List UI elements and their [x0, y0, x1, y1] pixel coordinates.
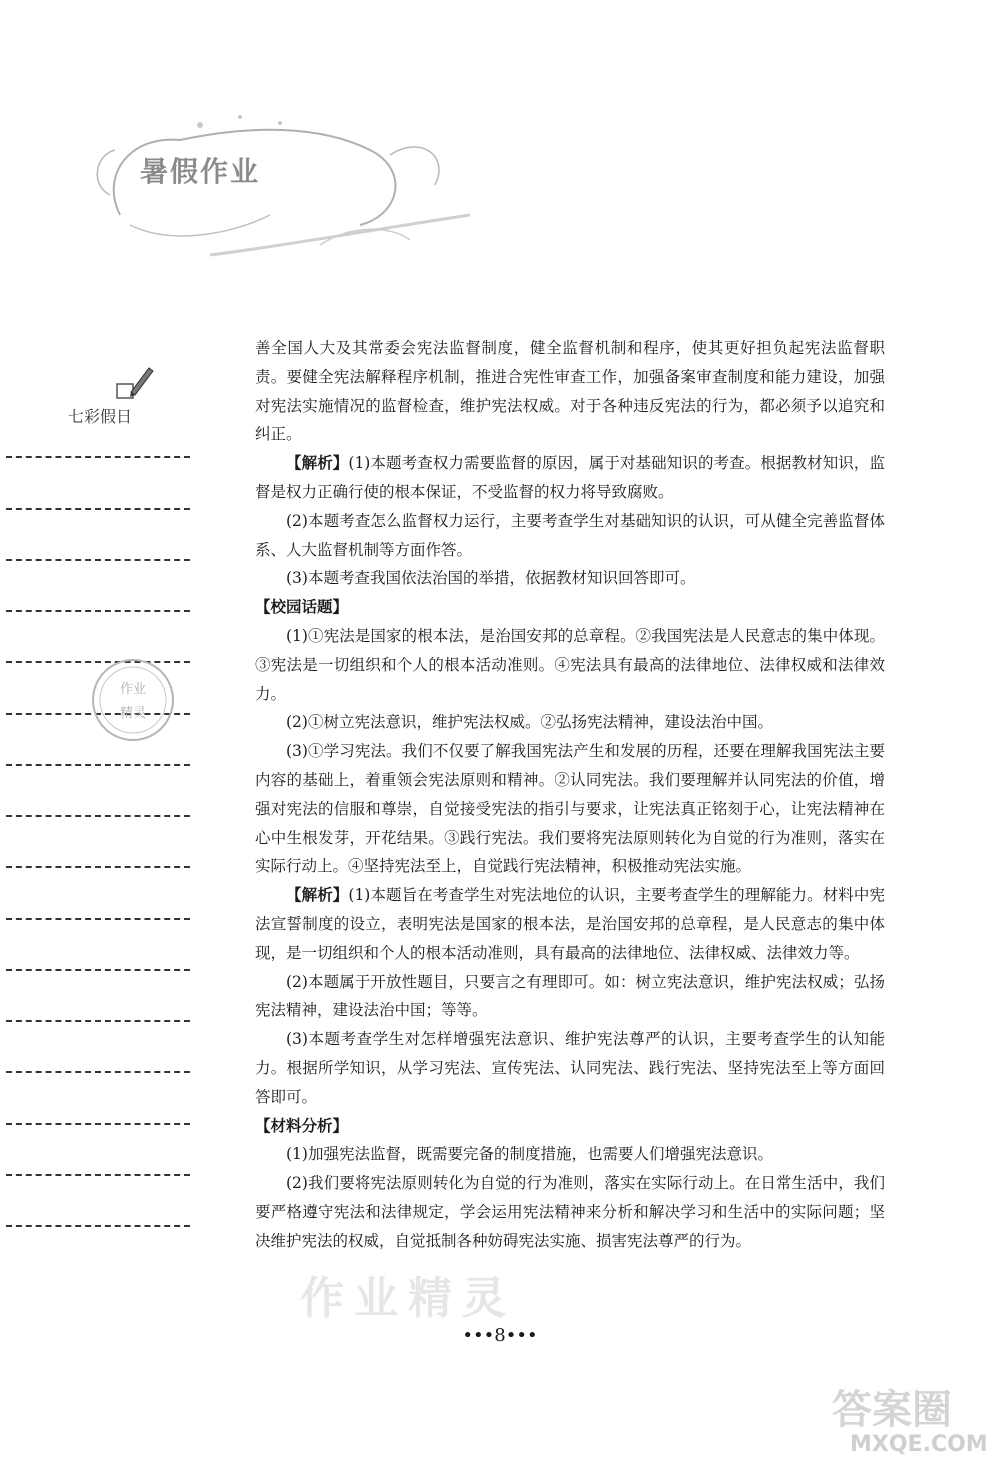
- pen-icon: [115, 362, 155, 402]
- paragraph: (1)加强宪法监督，既需要完备的制度措施，也需要人们增强宪法意识。: [286, 1145, 773, 1164]
- sidebar-label: 七彩假日: [68, 407, 133, 426]
- corner-logo-url: MXQE.COM: [850, 1432, 988, 1457]
- paragraph: (1)①宪法是国家的根本法，是治国安邦的总章程。②我国宪法是人民意志的集中体现。③宪法是一切组织和个人的根本活动准则。④宪法具有最高的法律地位、法律权威和法律效力。: [255, 626, 885, 703]
- stamp-seal: [88, 655, 178, 745]
- note-line: [6, 764, 190, 766]
- note-line: [6, 1123, 190, 1125]
- note-line: [6, 1020, 190, 1022]
- note-line: [6, 866, 190, 868]
- section-heading-campus: 【校园话题】: [255, 597, 349, 617]
- paragraph: (2)我们要将宪法原则转化为自觉的行为准则，落实在实际行动上。在日常生活中，我们要严格遵守宪法和法律规定，学会运用宪法精神来分析和解决学习和生活中的实际问题；坚决维护宪法的权威，自觉抵制各种妨碍宪法实施、损害宪法尊严的行为。: [255, 1174, 885, 1250]
- analysis-paragraph: [255, 881, 885, 967]
- note-line: [6, 456, 190, 458]
- stamp-text-top: 作业: [119, 682, 147, 697]
- analysis-tag: 【解析】: [286, 453, 349, 473]
- analysis-text: (1)本题考查权力需要监督的原因，属于对基础知识的考查。根据教材知识，监督是权力正确行使的根本保证，不受监督的权力将导致腐败。: [255, 454, 885, 501]
- paragraph: (3)本题考查我国依法治国的举措，依据教材知识回答即可。: [286, 569, 696, 588]
- corner-logo-text: 答案圈: [832, 1387, 952, 1433]
- note-line: [6, 1225, 190, 1227]
- section-heading-material: 【材料分析】: [255, 1115, 349, 1135]
- paragraph: (3)本题考查学生对怎样增强宪法意识、维护宪法尊严的认识，主要考查学生的认知能力。根据所学知识，从学习宪法、宣传宪法、认同宪法、践行宪法、坚持宪法至上等方面回答即可。: [255, 1030, 885, 1106]
- analysis-text: (1)本题旨在考查学生对宪法地位的认识，主要考查学生的理解能力。材料中宪法宣誓制度的设立，表明宪法是国家的根本法，是治国安邦的总章程，是人民意志的集中体现，是一切组织和个人的根本活动准则，具有最高的法律地位、法律权威、法律效力等。: [255, 886, 885, 962]
- analysis-tag: 【解析】: [286, 885, 349, 905]
- header-title: 暑假作业: [140, 155, 261, 188]
- note-line: [6, 1174, 190, 1176]
- note-line: [6, 610, 190, 612]
- note-line: [6, 1071, 190, 1073]
- paragraph: 善全国人大及其常委会宪法监督制度，健全监督机制和程序，使其更好担负起宪法监督职责。要健全宪法解释程序机制，推进合宪性审查工作，加强备案审查制度和能力建设，加强对宪法实施情况的监督检查，维护宪法权威。对于各种违反宪法的行为，都必须予以追究和纠正。: [255, 339, 885, 444]
- note-line: [6, 559, 190, 561]
- page-number: •••8•••: [462, 1325, 538, 1346]
- note-line: [6, 508, 190, 510]
- paragraph: (3)①学习宪法。我们不仅要了解我国宪法产生和发展的历程，还要在理解我国宪法主要内容的基础上，着重领会宪法原则和精神。②认同宪法。我们要理解并认同宪法的价值，增强对宪法的信服和尊崇，自觉接受宪法的指引与要求，让宪法真正铭刻于心，让宪法精神在心中生根发芽，开花结果。③践行宪法。我们要将宪法原则转化为自觉的行为准则，落实在实际行动上。④坚持宪法至上，自觉践行宪法精神，积极推动宪法实施。: [255, 742, 885, 876]
- note-line: [6, 815, 190, 817]
- header-ornament: [90, 95, 510, 285]
- note-line: [6, 969, 190, 971]
- analysis-paragraph: [255, 449, 885, 507]
- note-line: [6, 918, 190, 920]
- paragraph: (2)①树立宪法意识，维护宪法权威。②弘扬宪法精神，建设法治中国。: [286, 713, 773, 732]
- paragraph: (2)本题考查怎么监督权力运行，主要考查学生对基础知识的认识，可从健全完善监督体系、人大监督机制等方面作答。: [255, 511, 885, 559]
- answer-content: [255, 334, 885, 1256]
- watermark: 作业精灵: [300, 1273, 516, 1324]
- stamp-text-bottom: 精灵: [119, 706, 147, 721]
- paragraph: (2)本题属于开放性题目，只要言之有理即可。如：树立宪法意识，维护宪法权威；弘扬宪法精神，建设法治中国；等等。: [255, 972, 885, 1020]
